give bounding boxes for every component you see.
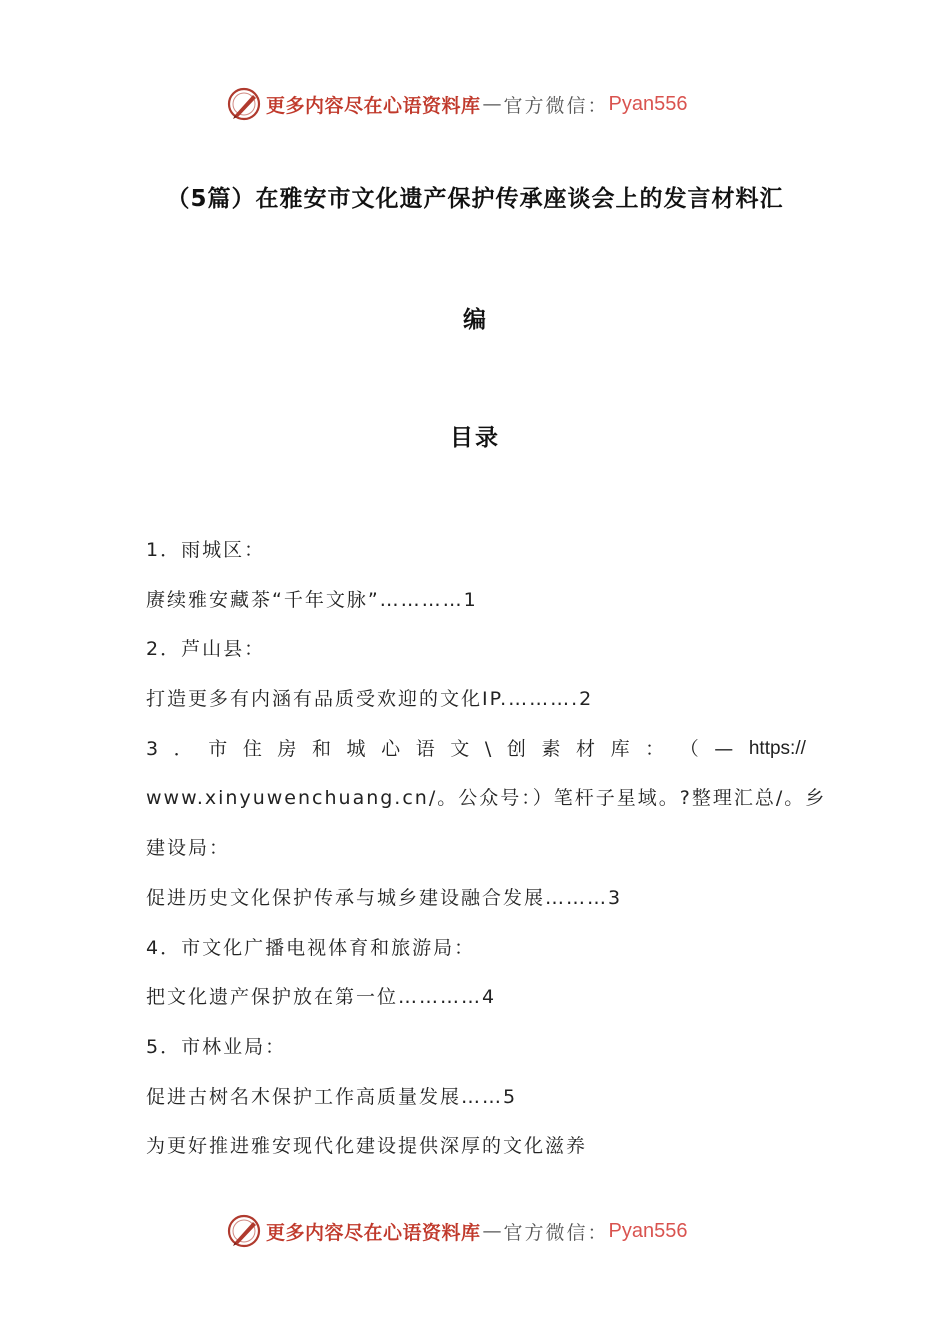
- table-of-contents: [146, 533, 827, 1179]
- watermark-contact-label: 官方微信：: [503, 94, 609, 117]
- watermark-banner-bottom: [226, 1211, 688, 1251]
- watermark-slogan: 更多内容尽在心语资料库: [266, 94, 481, 117]
- toc-closing-line: 为更好推进雅安现代化建设提供深厚的文化滋养: [146, 1135, 588, 1158]
- watermark-separator: —: [482, 93, 502, 115]
- toc-item-5-heading: 5．市林业局：: [146, 1035, 287, 1058]
- toc-item-3-char: 素: [541, 737, 561, 760]
- toc-item-2-heading: 2．芦山县：: [146, 638, 266, 661]
- toc-item-1-title: 赓续雅安藏茶“千年文脉”…………1: [146, 588, 478, 611]
- watermark-separator: —: [482, 1220, 502, 1242]
- document-title-line-2: 编: [463, 307, 487, 333]
- toc-item-3-char: 语: [415, 737, 435, 760]
- toc-item-3-char: （: [679, 737, 699, 760]
- toc-item-1-heading: 1．雨城区：: [146, 539, 266, 561]
- toc-item-4-title: 把文化遗产保护放在第一位…………4: [146, 986, 497, 1009]
- toc-item-3-char: 创: [506, 737, 526, 760]
- toc-heading: 目录: [450, 425, 500, 451]
- toc-item-3-char: ．: [173, 737, 193, 760]
- toc-item-3-heading-line-2: www.xinyuwenchuang.cn/。公众号：）笔杆子星域。?整理汇总/。乡: [146, 787, 827, 810]
- toc-item-3-char: 心: [381, 737, 401, 760]
- pen-logo-icon: [226, 86, 262, 122]
- toc-item-4-heading: 4．市文化广播电视体育和旅游局：: [146, 936, 476, 959]
- toc-item-3-char: ：: [645, 737, 665, 760]
- toc-item-3-char: 材: [575, 737, 595, 760]
- watermark-wechat-id: Pyan556: [608, 92, 688, 115]
- toc-item-2-title: 打造更多有内涵有品质受欢迎的文化IP.……….2: [146, 688, 594, 711]
- toc-item-3-char: 住: [242, 737, 262, 760]
- toc-item-5-title: 促进古树名木保护工作高质量发展……5: [146, 1085, 518, 1108]
- watermark-contact-label: 官方微信：: [503, 1221, 609, 1244]
- watermark-slogan: 更多内容尽在心语资料库: [266, 1221, 481, 1244]
- toc-item-3-char: 文: [450, 737, 470, 760]
- watermark-wechat-id: Pyan556: [608, 1219, 688, 1242]
- toc-item-3-heading-line-1: [146, 732, 806, 782]
- toc-item-3-char: 3: [146, 737, 159, 760]
- toc-item-3-heading-line-3: 建设局：: [146, 837, 231, 860]
- toc-item-3-title: 促进历史文化保护传承与城乡建设融合发展………3: [146, 886, 623, 909]
- toc-item-3-char: 城: [346, 737, 366, 760]
- toc-item-3-char: 和: [311, 737, 331, 760]
- toc-item-3-char: \: [484, 737, 492, 760]
- toc-item-3-char: 市: [208, 737, 228, 760]
- toc-item-3-char: 库: [610, 737, 630, 760]
- watermark-banner-top: [226, 84, 688, 124]
- toc-item-3-char: 房: [277, 737, 297, 760]
- toc-item-3-char: —: [714, 737, 734, 760]
- document-title-line-1: （5篇）在雅安市文化遗产保护传承座谈会上的发言材料汇: [166, 186, 784, 212]
- toc-item-3-url-prefix: https://: [748, 737, 806, 759]
- pen-logo-icon: [226, 1213, 262, 1249]
